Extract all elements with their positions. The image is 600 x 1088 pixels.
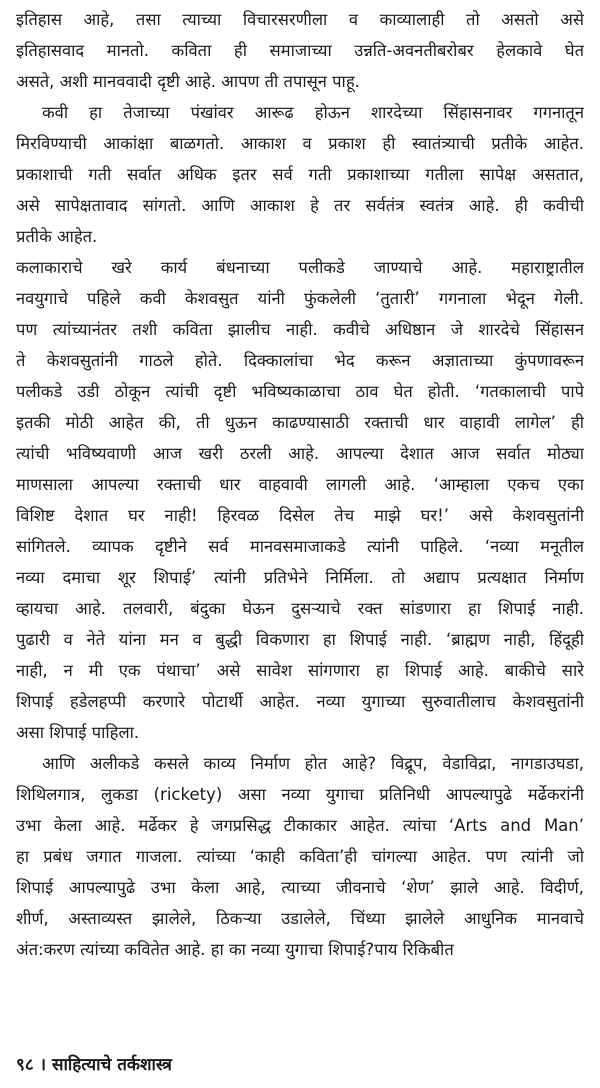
text-line: मिरविण्याची आकांक्षा बाळगतो. आकाश व प्रकाश ही स्वातंत्र्याची प्रतीके आहेत. [16, 134, 584, 153]
text-line: उभा केला आहे. मर्ढेकर हे जगप्रसिद्ध टीकाकार आहेत. त्यांचा ‘Arts and Man’ [16, 816, 584, 835]
text-line: असा शिपाई पाहिला. [16, 723, 140, 742]
text-line: शीर्ण, अस्ताव्यस्त झालेले, ठिकऱ्या उडालेले, चिंध्या झालेले आधुनिक मानवाचे [16, 909, 584, 928]
book-title: साहित्याचे तर्कशास्त्र [51, 1055, 172, 1075]
text-line: इतिहास आहे, तसा त्याच्या विचारसरणीला व काव्यालाही तो असतो असे [16, 10, 584, 29]
text-line: ते केशवसुतांनी गाठले होते. दिक्कालांचा भेद करून अज्ञाताच्या कुंपणावरून [16, 351, 584, 370]
text-line: अंत:करण त्यांच्या कवितेत आहे. हा का नव्या युगाचा शिपाई?पाय रिकिबीत [16, 940, 454, 959]
paragraph [16, 97, 584, 252]
text-line: आणि अलीकडे कसले काव्य निर्माण होत आहे? विद्रूप, वेडाविद्रा, नागडाउघडा, [42, 754, 584, 773]
text-line: पुढारी व नेते यांना मन व बुद्धी विकणारा हा शिपाई नाही. ‘ब्राह्मण नाही, हिंदूही [16, 630, 584, 649]
paragraph [16, 252, 584, 748]
text-line: माणसाला आपल्या रक्ताची धार वाहवावी लागली आहे. ‘आम्हाला एकच एका [16, 475, 584, 494]
text-line: नवयुगाचे पहिले कवी केशवसुत यांनी फुंकलेली ‘तुतारी’ गगनाला भेदून गेली. [16, 289, 584, 308]
text-line: प्रकाशाची गती सर्वात अधिक इतर सर्व गती प्रकाशाच्या गतीला सापेक्ष असतात, [16, 165, 584, 184]
text-line: शिपाई आपल्यापुढे उभा केला आहे, त्याच्या जीवनाचे ‘शेण’ झाले आहे. विदीर्ण, [16, 878, 584, 897]
text-line: असे सापेक्षतावाद सांगतो. आणि आकाश हे तर सर्वतंत्र स्वतंत्र आहे. ही कवीची [16, 196, 584, 215]
text-line: नाही, न मी एक पंथाचा’ असे सावेश सांगणारा हा शिपाई आहे. बाकीचे सारे [16, 661, 584, 680]
text-line: नव्या दमाचा शूर शिपाई’ त्यांनी प्रतिभेने निर्मिला. तो अद्याप प्रत्यक्षात निर्माण [16, 568, 584, 587]
text-line: शिपाई हडेलहप्पी करणारे पोटार्थी आहेत. नव्या युगाच्या सुरुवातीलाच केशवसुतांनी [16, 692, 584, 711]
text-line: शिथिलगात्र, लुकडा (rickety) असा नव्या युगाचा प्रतिनिधी आपल्यापुढे मर्ढेकरांनी [16, 785, 584, 804]
text-line: व्हायचा आहे. तलवारी, बंदुका घेऊन दुसऱ्याचे रक्त सांडणारा हा शिपाई नाही. [16, 599, 584, 618]
page-number: ९८ [16, 1055, 34, 1075]
text-line: हा प्रबंध जगात गाजला. त्यांच्या ‘काही कविता’ही चांगल्या आहेत. पण त्यांनी जो [16, 847, 584, 866]
text-line: असते, अशी मानववादी दृष्टी आहे. आपण ती तपासून पाहू. [16, 72, 360, 91]
text-line: विशिष्ट देशात घर नाही! हिरवळ दिसेल तेच माझे घर!’ असे केशवसुतांनी [16, 506, 584, 525]
footer-separator: । [39, 1055, 47, 1075]
paragraph [16, 4, 584, 97]
text-line: सांगितले. व्यापक दृष्टीने सर्व मानवसमाजाकडे त्यांनी पाहिले. ‘नव्या मनूतील [16, 537, 584, 556]
text-line: पलीकडे उडी ठोकून त्यांची दृष्टी भविष्यकाळाचा ठाव घेत होती. ‘गतकालाची पापे [16, 382, 584, 401]
text-line: प्रतीके आहेत. [16, 227, 98, 246]
text-line: इतिहासवाद मानतो. कविता ही समाजाच्या उन्नति-अवनतीबरोबर हेलकावे घेत [16, 41, 584, 60]
text-line: त्यांची भविष्यवाणी आज खरी ठरली आहे. आपल्या देशात आज सर्वात मोठ्या [16, 444, 584, 463]
paragraph [16, 748, 584, 965]
text-line: इतकी मोठी आहेत की, ती धुऊन काढण्यासाठी रक्ताची धार वाहावी लागेल’ ही [16, 413, 584, 432]
text-line: कवी हा तेजाच्या पंखांवर आरूढ होऊन शारदेच्या सिंहासनावर गगनातून [42, 103, 584, 122]
text-line: पण त्यांच्यानंतर तशी कविता झालीच नाही. कवीचे अधिष्ठान जे शारदेचे सिंहासन [16, 320, 584, 339]
body-text [16, 4, 584, 965]
text-line: कलाकाराचे खरे कार्य बंधनाच्या पलीकडे जाण्याचे आहे. महाराष्ट्रातील [16, 258, 584, 277]
page-footer [16, 1052, 172, 1075]
